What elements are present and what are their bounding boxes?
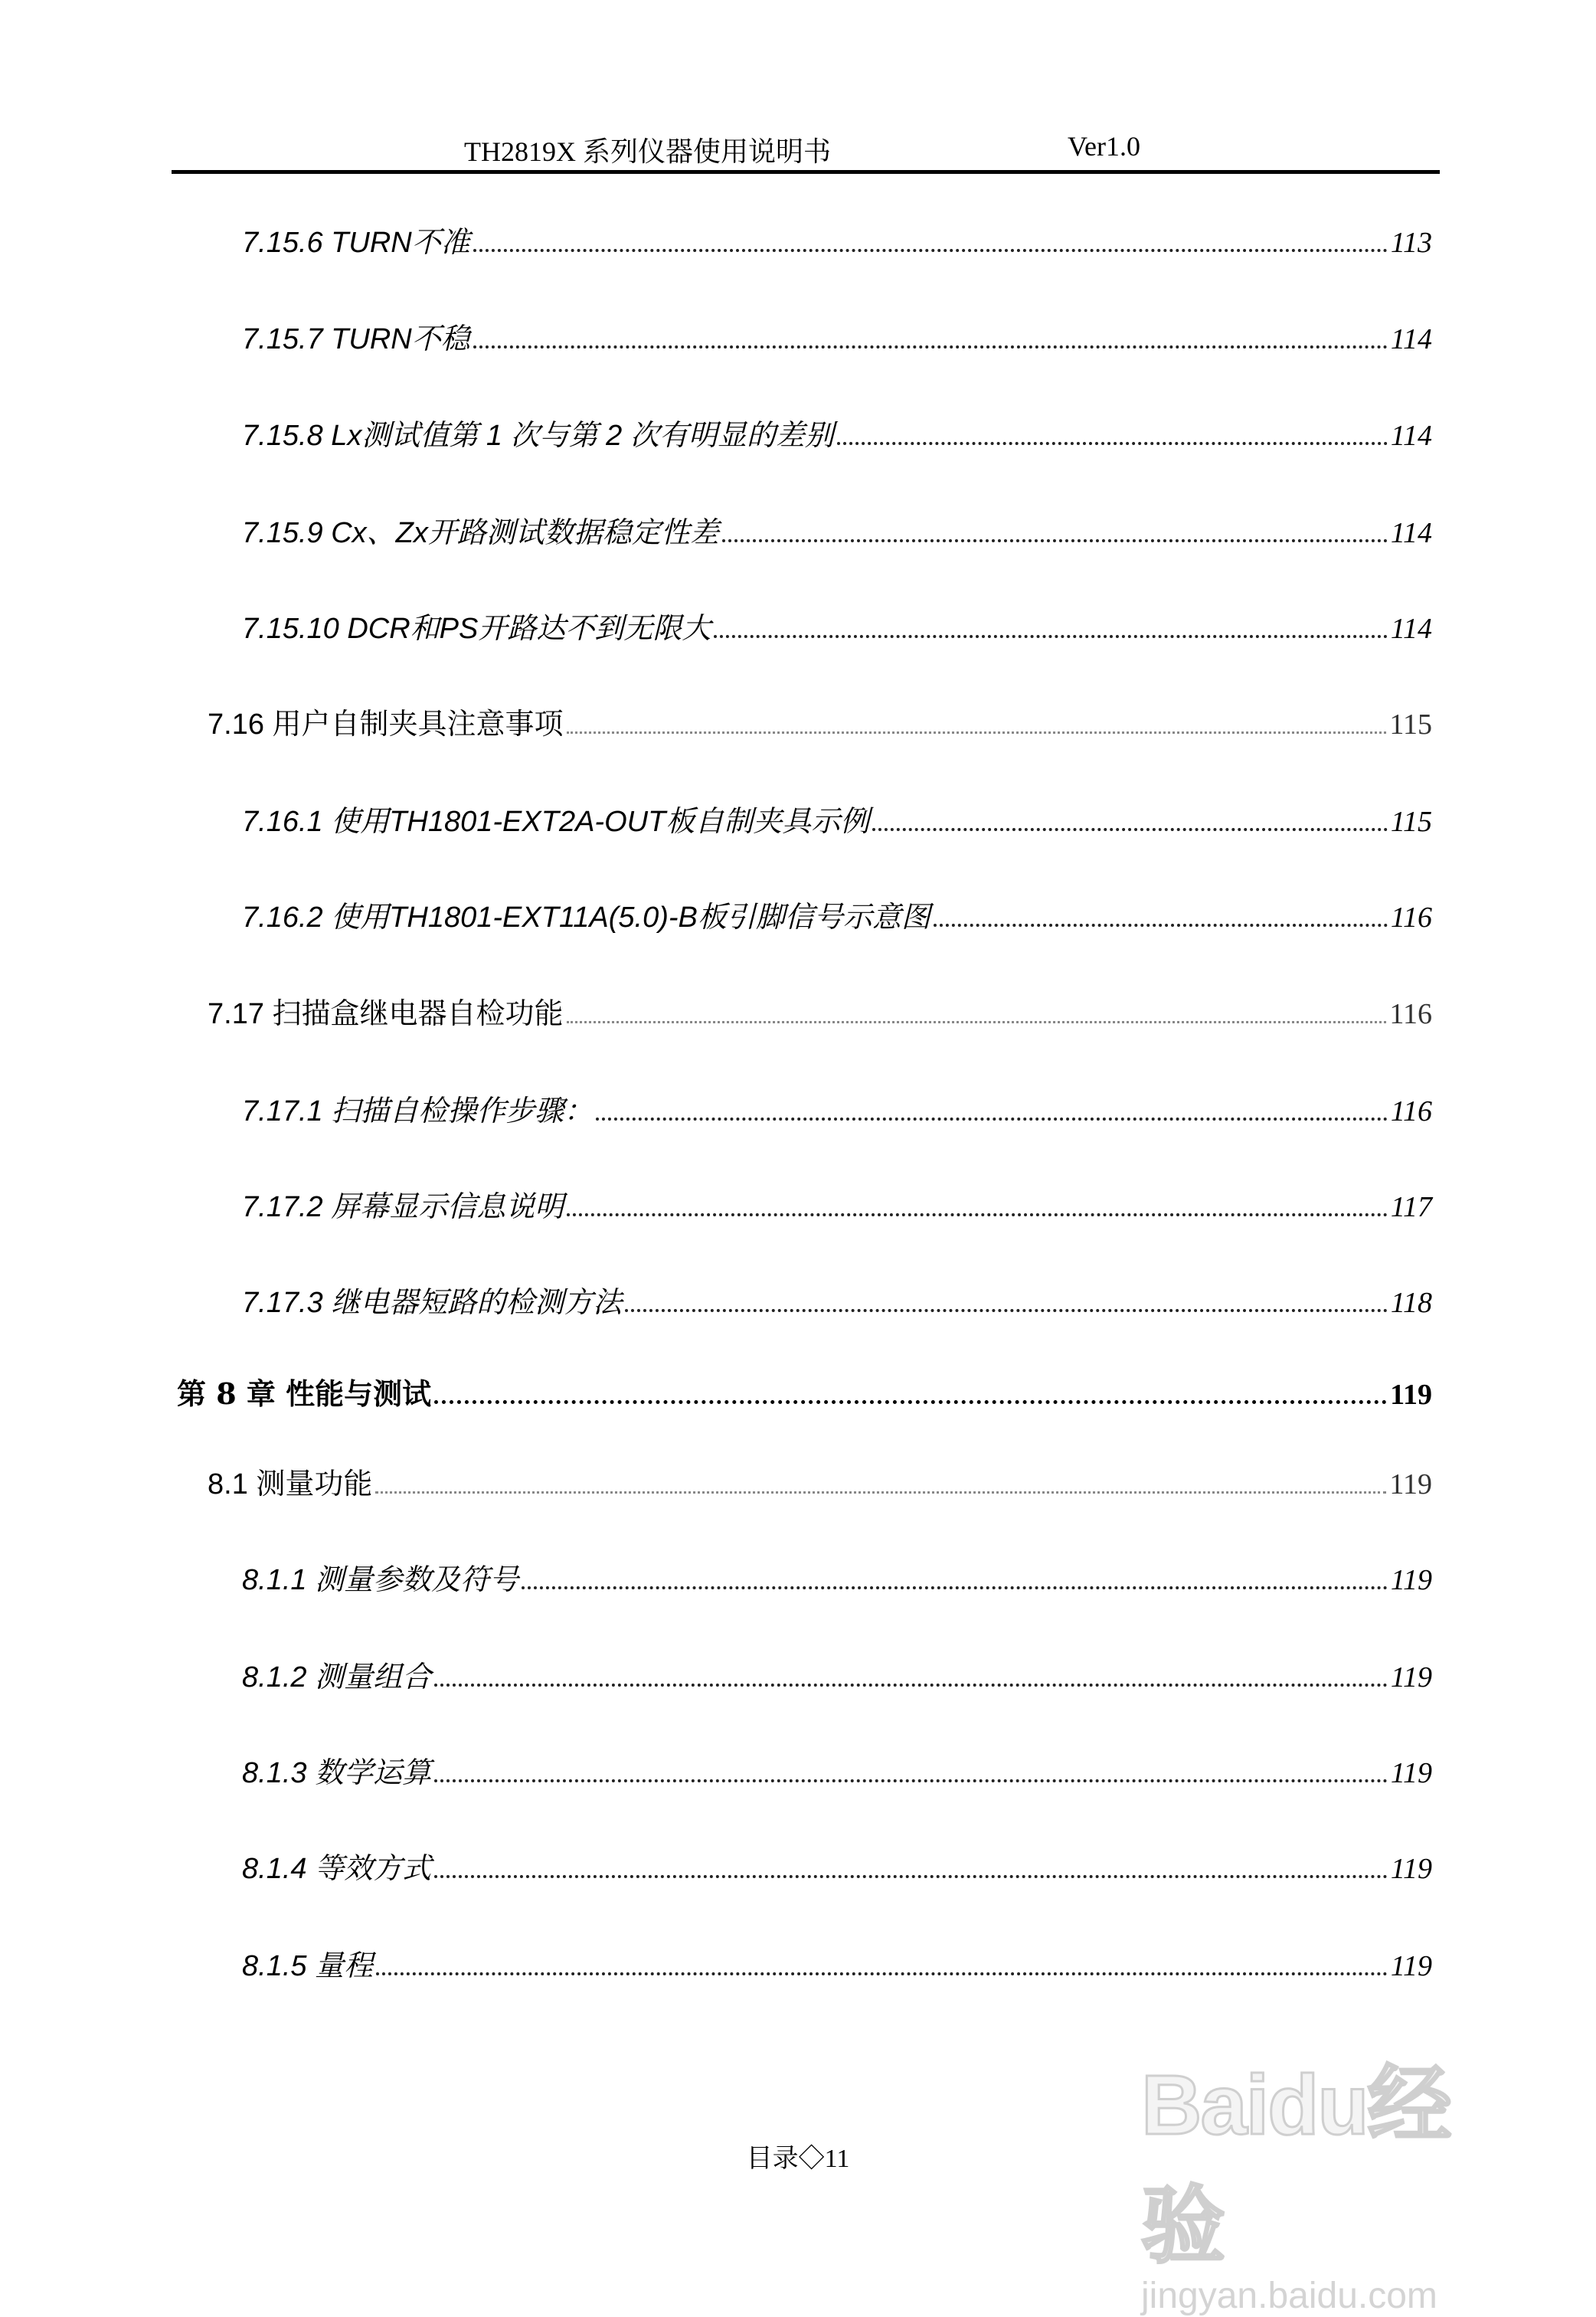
- dot-leader: [376, 1972, 1388, 1975]
- toc-entry-label: 8.1 测量功能: [208, 1468, 373, 1500]
- toc-entry-label: 7.15.6 TURN不准: [242, 227, 470, 259]
- toc-entry-label: 7.15.9 Cx、Zx开路测试数据稳定性差: [242, 517, 719, 549]
- toc-entry[interactable]: [208, 706, 1432, 743]
- toc-page-number: 116: [1390, 1095, 1432, 1127]
- dot-leader: [434, 1779, 1388, 1782]
- toc-page-number: 119: [1390, 1379, 1432, 1411]
- toc-page-number: 114: [1390, 420, 1432, 452]
- toc-entry[interactable]: [242, 1284, 1432, 1321]
- dot-leader: [934, 924, 1388, 927]
- toc-entry-label: 7.16.1 使用TH1801-EXT2A-OUT板自制夹具示例: [242, 806, 870, 838]
- toc-entry[interactable]: [242, 1851, 1432, 1887]
- page-header: [172, 123, 1440, 174]
- document-title: TH2819X 系列仪器使用说明书: [464, 136, 831, 167]
- toc-page-number: 119: [1390, 1661, 1432, 1694]
- toc-entry[interactable]: [242, 803, 1432, 840]
- toc-entry-label: 7.15.7 TURN不稳: [242, 323, 470, 355]
- toc-entry-label: 7.17.2 屏幕显示信息说明: [242, 1191, 564, 1223]
- dot-leader: [375, 1491, 1386, 1494]
- document-version: Ver1.0: [1068, 131, 1140, 162]
- dot-leader: [567, 1213, 1388, 1216]
- toc-entry[interactable]: [242, 515, 1432, 551]
- toc-entry[interactable]: [242, 417, 1432, 454]
- page-footer: 目录◇11: [746, 2145, 850, 2173]
- toc-page-number: 115: [1390, 806, 1432, 838]
- toc-page-number: 115: [1389, 709, 1432, 741]
- toc-entry[interactable]: [242, 1755, 1432, 1792]
- toc-entry-label: 7.17 扫描盒继电器自检功能: [208, 998, 564, 1030]
- toc-entry[interactable]: [242, 1948, 1432, 1985]
- toc-entry[interactable]: [242, 610, 1432, 647]
- toc-entry-label: 第 8 章 性能与测试: [177, 1376, 432, 1411]
- toc-entry-label: 8.1.5 量程: [242, 1950, 374, 1982]
- dot-leader: [567, 1021, 1387, 1023]
- toc-page-number: 117: [1390, 1191, 1432, 1223]
- toc-entry-label: 7.15.10 DCR和PS开路达不到无限大: [242, 613, 711, 645]
- dot-leader: [722, 539, 1388, 542]
- toc-page-number: 119: [1390, 1853, 1432, 1885]
- dot-leader: [596, 1118, 1388, 1121]
- toc-page-number: 119: [1390, 1564, 1432, 1596]
- toc-page-number: 116: [1390, 902, 1432, 934]
- toc-entry-label: 8.1.3 数学运算: [242, 1757, 432, 1789]
- toc-entry[interactable]: [242, 1093, 1432, 1130]
- baidu-watermark: [1141, 2037, 1509, 2316]
- toc-entry[interactable]: [208, 996, 1432, 1033]
- toc-entry[interactable]: [242, 1659, 1432, 1696]
- dot-leader: [872, 828, 1388, 831]
- dot-leader: [473, 345, 1388, 349]
- watermark-url: jingyan.baidu.com: [1141, 2276, 1437, 2316]
- dot-leader: [522, 1586, 1388, 1589]
- dot-leader: [434, 1684, 1388, 1687]
- toc-entry-label: 7.16 用户自制夹具注意事项: [208, 709, 564, 741]
- toc-page-number: 114: [1390, 323, 1432, 355]
- toc-page-number: 119: [1390, 1757, 1432, 1789]
- toc-entry[interactable]: [242, 321, 1432, 358]
- dot-leader: [567, 731, 1387, 734]
- toc-entry[interactable]: [177, 1376, 1432, 1413]
- toc-page-number: 113: [1390, 227, 1432, 259]
- toc-entry-label: 7.15.8 Lx测试值第 1 次与第 2 次有明显的差别: [242, 420, 834, 452]
- dot-leader: [625, 1309, 1388, 1312]
- toc-entry-label: 8.1.2 测量组合: [242, 1661, 432, 1694]
- toc-entry-label: 7.16.2 使用TH1801-EXT11A(5.0)-B板引脚信号示意图: [242, 902, 930, 934]
- dot-leader: [714, 635, 1387, 638]
- toc-entry[interactable]: [208, 1466, 1432, 1503]
- toc-page-number: 119: [1390, 1950, 1432, 1982]
- toc-entry-label: 8.1.1 测量参数及符号: [242, 1564, 519, 1596]
- toc-entry-label: 7.17.3 继电器短路的检测方法: [242, 1287, 623, 1319]
- toc-entry-label: 7.17.1 扫描自检操作步骤：: [242, 1095, 594, 1127]
- toc-entry[interactable]: [242, 899, 1432, 936]
- dot-leader: [837, 442, 1388, 445]
- toc-page-number: 116: [1389, 998, 1432, 1030]
- toc-page-number: 114: [1390, 613, 1432, 645]
- watermark-logo: Baidu经验: [1141, 2058, 1450, 2273]
- toc-entry[interactable]: [242, 1189, 1432, 1226]
- toc-page-number: 119: [1389, 1468, 1432, 1500]
- dot-leader: [434, 1875, 1388, 1878]
- dot-leader: [434, 1400, 1387, 1404]
- toc-entry-label: 8.1.4 等效方式: [242, 1853, 432, 1885]
- toc-entry[interactable]: [242, 224, 1432, 261]
- toc-page-number: 114: [1390, 517, 1432, 549]
- toc-page-number: 118: [1390, 1287, 1432, 1319]
- toc-entry[interactable]: [242, 1562, 1432, 1599]
- dot-leader: [473, 249, 1388, 252]
